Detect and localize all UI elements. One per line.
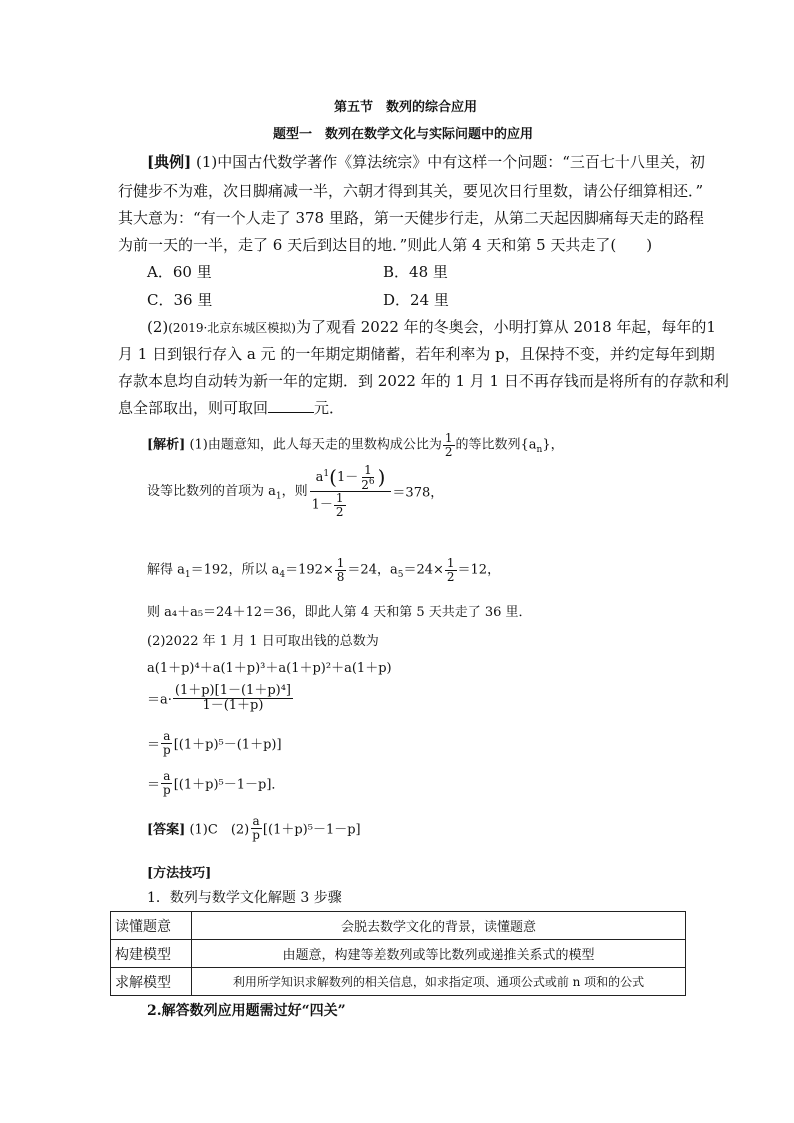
step-desc: 由题意，构建等差数列或等比数列或递推关系式的模型 bbox=[192, 940, 686, 968]
sum-fraction-den bbox=[310, 492, 349, 518]
example-p1-line2: 行健步不为难，次日脚痛减一半，六朝才得到其关，要见次日行里数，请公仔细算相还．” bbox=[118, 182, 704, 200]
sum-num-paren-l: ( bbox=[329, 465, 337, 490]
analysis-l3f: ＝12， bbox=[457, 562, 501, 578]
eighth-den: 8 bbox=[336, 569, 345, 584]
half-fraction bbox=[445, 557, 457, 583]
analysis-line-5: (2)2022 年 1 月 1 日可取出钱的总数为 bbox=[147, 634, 379, 649]
a-over-p-2-num: a bbox=[163, 769, 171, 783]
a-over-p-2 bbox=[161, 770, 173, 796]
ratio-num: 1 bbox=[444, 431, 453, 445]
table-row bbox=[111, 912, 686, 940]
sum-fraction-num bbox=[310, 464, 392, 492]
example-label: [典例] bbox=[147, 153, 192, 171]
analysis-l3b: ＝192，所以 a bbox=[190, 562, 280, 578]
step-name: 读懂题意 bbox=[111, 912, 192, 940]
a4-sub: 4 bbox=[279, 570, 286, 581]
a5-sub: 5 bbox=[397, 570, 404, 581]
analysis-l7-pre: ＝a· bbox=[147, 692, 172, 708]
analysis-l1a: (1)由题意知，此人每天走的里数构成公比为 bbox=[189, 437, 442, 453]
analysis-l1b: 的等比数列{a bbox=[455, 437, 537, 453]
analysis-l2b: ，则 bbox=[281, 484, 308, 500]
analysis-l3d: ＝24，a bbox=[347, 562, 398, 578]
steps-table bbox=[110, 911, 686, 996]
a1-sub: 1 bbox=[184, 570, 191, 581]
half-den: 2 bbox=[446, 569, 455, 584]
sum-num-paren-r: ) bbox=[377, 465, 386, 490]
example-p2-source: (2019·北京东城区模拟) bbox=[168, 321, 296, 335]
a-over-p-1-den: p bbox=[163, 742, 171, 757]
analysis-l1c: n bbox=[536, 445, 543, 456]
analysis-label: [解析] bbox=[147, 437, 186, 453]
answer-den: p bbox=[252, 827, 260, 842]
answer-line bbox=[147, 815, 361, 841]
sum-inner-fraction bbox=[359, 464, 376, 491]
table-row bbox=[111, 940, 686, 968]
analysis-l2-sub: 1 bbox=[275, 491, 282, 502]
table-row bbox=[111, 968, 686, 996]
analysis-line-8 bbox=[147, 730, 282, 756]
analysis-l1d: }， bbox=[542, 437, 564, 453]
sum-fraction bbox=[310, 464, 392, 518]
sum-den-den: 2 bbox=[335, 504, 344, 519]
analysis-l8-pre: ＝ bbox=[147, 737, 161, 753]
example-p2-line3: 存款本息均自动转为新一年的定期．到 2022 年的 1 月 1 日不再存钱而是将所有的存款和利 bbox=[118, 372, 729, 390]
a-over-p-2-den: p bbox=[163, 782, 171, 797]
ratio-fraction bbox=[443, 432, 455, 458]
analysis-line-2 bbox=[147, 464, 443, 518]
step-name: 求解模型 bbox=[111, 968, 192, 996]
eighth-num: 1 bbox=[336, 556, 345, 570]
step-name: 构建模型 bbox=[111, 940, 192, 968]
step-desc: 会脱去数学文化的背景，读懂题意 bbox=[192, 912, 686, 940]
type-title: 题型一 数列在数学文化与实际问题中的应用 bbox=[273, 127, 534, 142]
method-label: [方法技巧] bbox=[147, 866, 212, 881]
option-a: A．60 里 bbox=[147, 263, 212, 281]
answer-part1: (1)C (2) bbox=[189, 822, 250, 838]
answer-fraction bbox=[250, 815, 262, 841]
example-p2-line1-rest: 为了观看 2022 年的冬奥会，小明打算从 2018 年起，每年的1 bbox=[295, 318, 716, 336]
example-line-1 bbox=[147, 151, 705, 172]
ratio-den: 2 bbox=[444, 444, 453, 459]
step-desc: 利用所学知识求解数列的相关信息，如求指定项、通项公式或前 n 项和的公式 bbox=[192, 968, 686, 996]
example-p1-line3: 其大意为：“有一个人走了 378 里路，第一天健步行走，从第二天起因脚痛每天走的路程 bbox=[118, 209, 704, 227]
analysis-l8-rest: [(1＋p)⁵－(1＋p)] bbox=[173, 737, 282, 753]
eighth-fraction bbox=[335, 557, 347, 583]
option-b: B．48 里 bbox=[383, 263, 448, 281]
answer-blank bbox=[268, 400, 314, 413]
half-num: 1 bbox=[446, 556, 455, 570]
example-p2-line1 bbox=[147, 316, 716, 337]
method-item-2: 2.解答数列应用题需过好“四关” bbox=[147, 1003, 346, 1019]
analysis-l2c: ＝378， bbox=[392, 485, 444, 501]
example-p2-line4-a: 息全部取出，则可取回 bbox=[118, 399, 269, 417]
sum-den-fraction bbox=[334, 492, 346, 518]
analysis-l3c: ＝192× bbox=[285, 562, 334, 578]
geom-sum-num: (1＋p)[1－(1＋p)⁴] bbox=[174, 683, 291, 698]
geom-sum-fraction bbox=[173, 684, 293, 712]
sum-num-open: 1－ bbox=[336, 470, 359, 486]
analysis-l2-prefix bbox=[147, 480, 308, 502]
analysis-line-6: a(1＋p)⁴＋a(1＋p)³＋a(1＋p)²＋a(1＋p) bbox=[147, 661, 392, 676]
sum-den-a: 1－ bbox=[311, 497, 333, 513]
section-title: 第五节 数列的综合应用 bbox=[334, 100, 478, 115]
sum-num-sup: 1 bbox=[323, 468, 330, 479]
analysis-l9-pre: ＝ bbox=[147, 777, 161, 793]
example-p1-line4: 为前一天的一半，走了 6 天后到达目的地．”则此人第 4 天和第 5 天共走了( ) bbox=[118, 236, 653, 254]
analysis-line-1 bbox=[147, 432, 564, 458]
example-p1-line1: (1)中国古代数学著作《算法统宗》中有这样一个问题：“三百七十八里关，初 bbox=[195, 153, 705, 171]
geom-sum-den: 1－(1＋p) bbox=[202, 697, 264, 713]
sum-inner-num: 1 bbox=[364, 463, 372, 477]
example-p2-line2: 月 1 日到银行存入 a 元 的一年期定期储蓄，若年利率为 p，且保持不变，并约定每年到期 bbox=[118, 345, 715, 363]
answer-rest: [(1＋p)⁵－1－p] bbox=[262, 822, 361, 838]
sum-num-a: a bbox=[315, 470, 324, 486]
analysis-line-7 bbox=[147, 684, 294, 712]
option-d: D．24 里 bbox=[383, 291, 449, 309]
analysis-l3a: 解得 a bbox=[147, 562, 185, 578]
sum-inner-den: $2^6$ bbox=[361, 476, 375, 492]
answer-num: a bbox=[252, 814, 260, 828]
answer-label: [答案] bbox=[147, 822, 186, 838]
analysis-line-9 bbox=[147, 770, 284, 796]
option-c: C．36 里 bbox=[147, 291, 213, 309]
example-p2-line4 bbox=[118, 397, 344, 418]
analysis-line-4: 则 a₄＋a₅＝24＋12＝36，即此人第 4 天和第 5 天共走了 36 里． bbox=[147, 605, 532, 620]
a-over-p-1 bbox=[161, 730, 173, 756]
analysis-l9-rest: [(1＋p)⁵－1－p]． bbox=[173, 777, 285, 793]
sum-den-num: 1 bbox=[335, 491, 344, 506]
a-over-p-1-num: a bbox=[163, 729, 171, 743]
analysis-l2a: 设等比数列的首项为 a bbox=[147, 484, 276, 500]
analysis-line-3 bbox=[147, 557, 500, 583]
example-p2-prefix: (2) bbox=[147, 318, 169, 336]
method-item-1: 1．数列与数学文化解题 3 步骤 bbox=[147, 890, 342, 906]
analysis-l3e: ＝24× bbox=[403, 562, 444, 578]
example-p2-line4-b: 元． bbox=[314, 399, 345, 417]
